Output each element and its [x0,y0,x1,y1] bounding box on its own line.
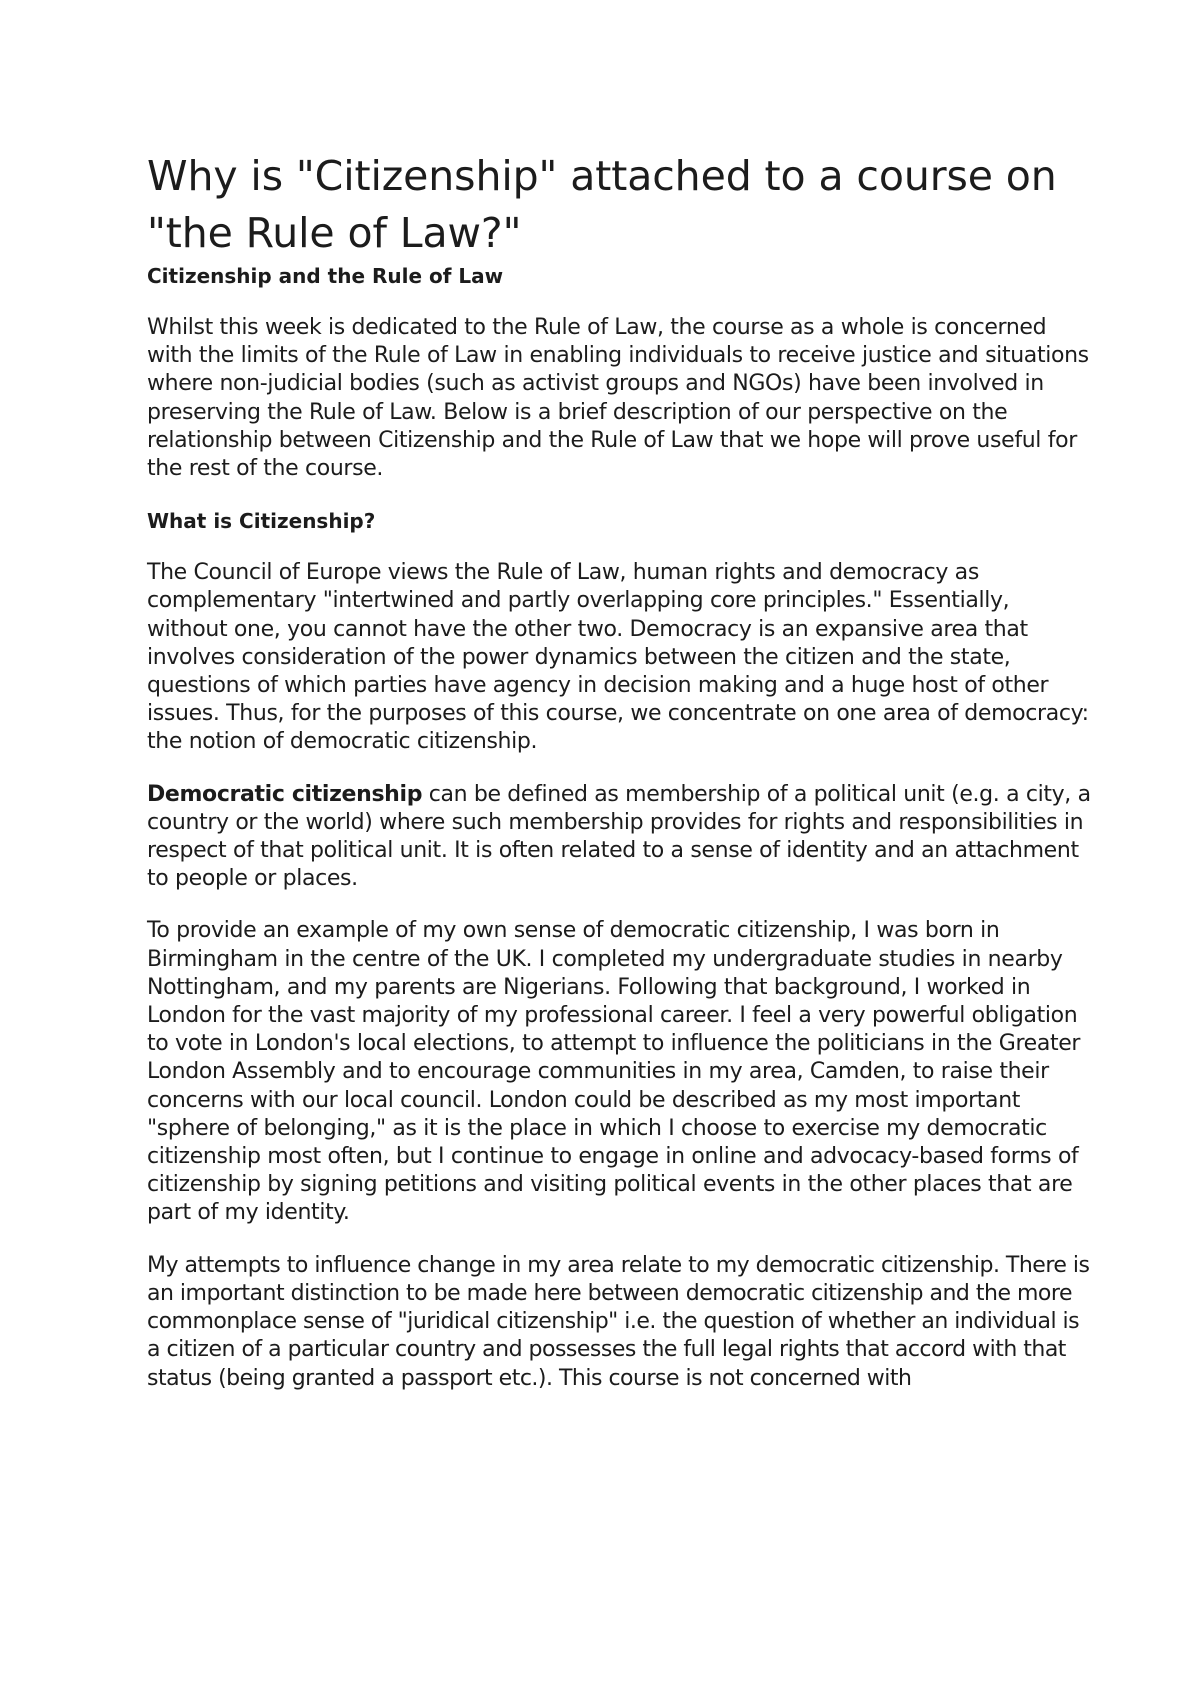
document-page [147,148,1092,1417]
section-heading: What is Citizenship? [147,509,376,534]
definition-text: can be defined as membership of a political unit (e.g. a city, a country or the world) where such membership provides for rights and responsibilities in respect of that political unit. It is often related to a sense of identity and an attachment to people or places. [147,781,1091,892]
example-paragraph: To provide an example of my own sense of democratic citizenship, I was born in Birmingham in the centre of the UK. I completed my undergraduate studies in nearby Nottingham, and my parents are Nigerians. Following that background, I worked in London for the vast majority of my professional career. I feel a very powerful obligation to vote in London's local elections, to attempt to influence the politicians in the Greater London Assembly and to encourage communities in my area, Camden, to raise their concerns with our local council. London could be described as my most important "sphere of belonging," as it is the place in which I choose to exercise my democratic citizenship most often, but I continue to engage in online and advocacy-based forms of citizenship by signing petitions and visiting political events in the other places that are part of my identity. [147,918,1081,1226]
definition-term: Democratic citizenship [147,781,423,807]
distinction-paragraph: My attempts to influence change in my area relate to my democratic citizenship. There is an important distinction to be made here between democratic citizenship and the more commonplace sense of "juridical citizenship" i.e. the question of whether an individual is a citizen of a particular country and possesses the full legal rights that accord with that status (being granted a passport etc.). This course is not concerned with [147,1252,1090,1391]
council-paragraph: The Council of Europe views the Rule of Law, human rights and democracy as complementary "intertwined and partly overlapping core principles." Essentially, without one, you cannot have the other two. Democracy is an expansive area that involves consideration of the power dynamics between the citizen and the state, questions of which parties have agency in decision making and a huge host of other issues. Thus, for the purposes of this course, we concentrate on one area of democracy: the notion of democratic citizenship. [147,560,1089,755]
document-subtitle: Citizenship and the Rule of Law [147,264,504,288]
intro-paragraph: Whilst this week is dedicated to the Rule of Law, the course as a whole is concerned with the limits of the Rule of Law in enabling individuals to receive justice and situations where non-judicial bodies (such as activist groups and NGOs) have been involved in preserving the Rule of Law. Below is a brief description of our perspective on the relationship between Citizenship and the Rule of Law that we hope will prove useful for the rest of the course. [147,315,1089,482]
document-title: Why is "Citizenship" attached to a course on "the Rule of Law?" [147,152,1057,257]
definition-paragraph [147,781,1092,894]
